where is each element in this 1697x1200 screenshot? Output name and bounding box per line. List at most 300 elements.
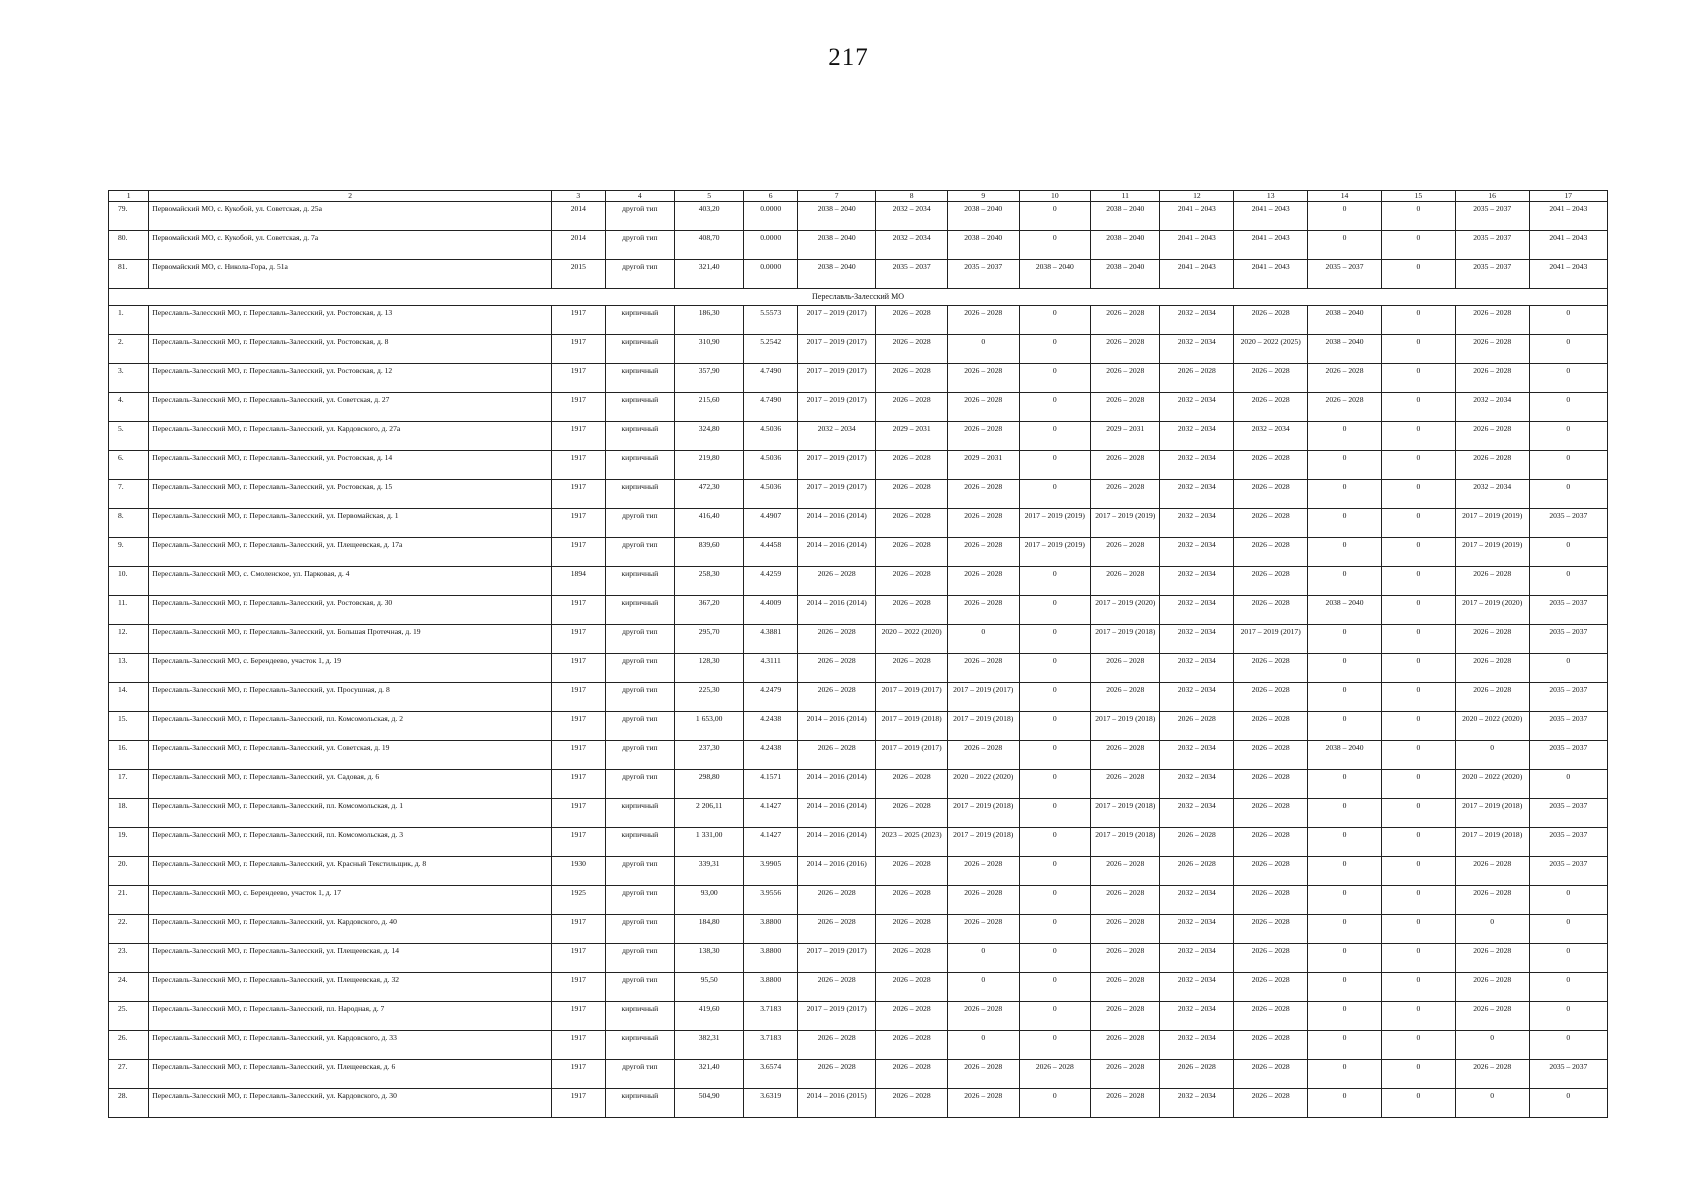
period-cell: 0 xyxy=(1019,915,1091,944)
period-cell: 0 xyxy=(1381,451,1455,480)
period-cell: 2026 – 2028 xyxy=(1308,393,1382,422)
period-cell: 2032 – 2034 xyxy=(1455,480,1529,509)
year-cell: 1917 xyxy=(551,364,605,393)
period-cell: 2032 – 2034 xyxy=(1160,799,1234,828)
period-cell: 0 xyxy=(1381,944,1455,973)
table-row xyxy=(109,306,1608,335)
period-cell: 2032 – 2034 xyxy=(1160,770,1234,799)
period-cell: 2017 – 2019 (2020) xyxy=(1091,596,1160,625)
area-cell: 1 331,00 xyxy=(675,828,744,857)
period-cell: 0 xyxy=(1019,1002,1091,1031)
table-row xyxy=(109,625,1608,654)
period-cell: 2032 – 2034 xyxy=(1234,422,1308,451)
period-cell: 2017 – 2019 (2019) xyxy=(1091,509,1160,538)
period-cell: 0 xyxy=(1381,306,1455,335)
address-cell: Переславль-Залесский МО, г. Переславль-Залесский, ул. Ростовская, д. 13 xyxy=(149,306,552,335)
period-cell: 2014 – 2016 (2014) xyxy=(798,509,876,538)
period-cell: 0 xyxy=(1381,509,1455,538)
period-cell: 2026 – 2028 xyxy=(1234,509,1308,538)
period-cell: 2041 – 2043 xyxy=(1234,260,1308,289)
period-cell: 2026 – 2028 xyxy=(876,538,948,567)
period-cell: 2017 – 2019 (2017) xyxy=(798,944,876,973)
period-cell: 2026 – 2028 xyxy=(947,422,1019,451)
period-cell: 2026 – 2028 xyxy=(1455,451,1529,480)
period-cell: 2026 – 2028 xyxy=(1234,393,1308,422)
row-number: 13. xyxy=(109,654,149,683)
period-cell: 0 xyxy=(1308,683,1382,712)
period-cell: 2026 – 2028 xyxy=(1234,596,1308,625)
index-cell: 4.3881 xyxy=(744,625,798,654)
period-cell: 2026 – 2028 xyxy=(876,799,948,828)
period-cell: 2038 – 2040 xyxy=(1308,335,1382,364)
period-cell: 2026 – 2028 xyxy=(1455,944,1529,973)
column-number-row xyxy=(109,191,1608,202)
period-cell: 2026 – 2028 xyxy=(798,625,876,654)
index-cell: 4.1427 xyxy=(744,799,798,828)
period-cell: 2026 – 2028 xyxy=(876,1060,948,1089)
period-cell: 2029 – 2031 xyxy=(876,422,948,451)
index-cell: 0.0000 xyxy=(744,202,798,231)
period-cell: 2026 – 2028 xyxy=(798,654,876,683)
area-cell: 367,20 xyxy=(675,596,744,625)
year-cell: 1917 xyxy=(551,741,605,770)
period-cell: 2026 – 2028 xyxy=(1234,973,1308,1002)
period-cell: 2032 – 2034 xyxy=(1160,973,1234,1002)
period-cell: 0 xyxy=(1529,886,1607,915)
period-cell: 2023 – 2025 (2023) xyxy=(876,828,948,857)
row-number: 16. xyxy=(109,741,149,770)
section-title: Переславль-Залесский МО xyxy=(109,289,1608,306)
index-cell: 3.9905 xyxy=(744,857,798,886)
year-cell: 1917 xyxy=(551,480,605,509)
period-cell: 2026 – 2028 xyxy=(1455,625,1529,654)
period-cell: 0 xyxy=(947,1031,1019,1060)
address-cell: Переславль-Залесский МО, г. Переславль-Залесский, ул. Плещеевская, д. 17а xyxy=(149,538,552,567)
row-number: 3. xyxy=(109,364,149,393)
period-cell: 0 xyxy=(1455,915,1529,944)
period-cell: 2017 – 2019 (2017) xyxy=(947,683,1019,712)
period-cell: 2035 – 2037 xyxy=(1455,231,1529,260)
period-cell: 2017 – 2019 (2018) xyxy=(1091,625,1160,654)
period-cell: 0 xyxy=(1529,364,1607,393)
year-cell: 1917 xyxy=(551,509,605,538)
column-number-cell: 4 xyxy=(605,191,674,202)
address-cell: Переславль-Залесский МО, г. Переславль-Залесский, ул. Красный Текстильщик, д. 8 xyxy=(149,857,552,886)
period-cell: 0 xyxy=(1019,654,1091,683)
period-cell: 2026 – 2028 xyxy=(1091,944,1160,973)
period-cell: 0 xyxy=(1381,335,1455,364)
period-cell: 0 xyxy=(1308,886,1382,915)
period-cell: 0 xyxy=(1308,654,1382,683)
period-cell: 2026 – 2028 xyxy=(1234,886,1308,915)
period-cell: 2026 – 2028 xyxy=(1234,567,1308,596)
period-cell: 0 xyxy=(1381,625,1455,654)
table-row xyxy=(109,364,1608,393)
area-cell: 408,70 xyxy=(675,231,744,260)
year-cell: 1917 xyxy=(551,596,605,625)
period-cell: 2026 – 2028 xyxy=(947,393,1019,422)
section-header-row xyxy=(109,289,1608,306)
year-cell: 1917 xyxy=(551,973,605,1002)
period-cell: 0 xyxy=(947,973,1019,1002)
year-cell: 1917 xyxy=(551,712,605,741)
period-cell: 2026 – 2028 xyxy=(1234,799,1308,828)
period-cell: 2032 – 2034 xyxy=(1160,480,1234,509)
column-number-cell: 2 xyxy=(149,191,552,202)
area-cell: 416,40 xyxy=(675,509,744,538)
index-cell: 0.0000 xyxy=(744,231,798,260)
address-cell: Первомайский МО, с. Кукобой, ул. Советская, д. 25а xyxy=(149,202,552,231)
period-cell: 2014 – 2016 (2014) xyxy=(798,799,876,828)
period-cell: 2041 – 2043 xyxy=(1234,202,1308,231)
column-number-cell: 7 xyxy=(798,191,876,202)
row-number: 1. xyxy=(109,306,149,335)
period-cell: 0 xyxy=(1381,596,1455,625)
index-cell: 4.2438 xyxy=(744,712,798,741)
row-number: 9. xyxy=(109,538,149,567)
period-cell: 2026 – 2028 xyxy=(1091,973,1160,1002)
period-cell: 0 xyxy=(1455,1031,1529,1060)
wall-type-cell: другой тип xyxy=(605,654,674,683)
period-cell: 0 xyxy=(1019,335,1091,364)
period-cell: 2026 – 2028 xyxy=(1234,654,1308,683)
area-cell: 321,40 xyxy=(675,1060,744,1089)
period-cell: 0 xyxy=(1019,799,1091,828)
row-number: 4. xyxy=(109,393,149,422)
wall-type-cell: кирпичный xyxy=(605,480,674,509)
period-cell: 2026 – 2028 xyxy=(1455,1060,1529,1089)
index-cell: 3.6574 xyxy=(744,1060,798,1089)
period-cell: 0 xyxy=(1381,393,1455,422)
period-cell: 0 xyxy=(1019,202,1091,231)
table-row xyxy=(109,915,1608,944)
year-cell: 1917 xyxy=(551,1060,605,1089)
table-row xyxy=(109,1031,1608,1060)
period-cell: 2035 – 2037 xyxy=(1308,260,1382,289)
period-cell: 0 xyxy=(1308,712,1382,741)
index-cell: 4.2438 xyxy=(744,741,798,770)
period-cell: 2026 – 2028 xyxy=(1091,857,1160,886)
row-number: 15. xyxy=(109,712,149,741)
area-cell: 839,60 xyxy=(675,538,744,567)
column-number-cell: 13 xyxy=(1234,191,1308,202)
index-cell: 3.9556 xyxy=(744,886,798,915)
period-cell: 2026 – 2028 xyxy=(1019,1060,1091,1089)
table-row xyxy=(109,1002,1608,1031)
period-cell: 0 xyxy=(1308,973,1382,1002)
period-cell: 2026 – 2028 xyxy=(876,1002,948,1031)
period-cell: 2026 – 2028 xyxy=(1234,364,1308,393)
area-cell: 382,31 xyxy=(675,1031,744,1060)
period-cell: 2032 – 2034 xyxy=(1160,335,1234,364)
period-cell: 0 xyxy=(1019,886,1091,915)
period-cell: 2026 – 2028 xyxy=(1234,538,1308,567)
period-cell: 2032 – 2034 xyxy=(1160,422,1234,451)
year-cell: 1917 xyxy=(551,828,605,857)
table-row xyxy=(109,770,1608,799)
column-number-cell: 3 xyxy=(551,191,605,202)
wall-type-cell: кирпичный xyxy=(605,799,674,828)
table-row xyxy=(109,654,1608,683)
period-cell: 0 xyxy=(1019,1089,1091,1118)
area-cell: 2 206,11 xyxy=(675,799,744,828)
period-cell: 2026 – 2028 xyxy=(1455,422,1529,451)
period-cell: 0 xyxy=(1019,857,1091,886)
period-cell: 0 xyxy=(1381,567,1455,596)
row-number: 25. xyxy=(109,1002,149,1031)
index-cell: 5.5573 xyxy=(744,306,798,335)
table-row xyxy=(109,857,1608,886)
period-cell: 2041 – 2043 xyxy=(1529,260,1607,289)
wall-type-cell: другой тип xyxy=(605,857,674,886)
period-cell: 2032 – 2034 xyxy=(1160,1031,1234,1060)
period-cell: 0 xyxy=(1529,915,1607,944)
area-cell: 186,30 xyxy=(675,306,744,335)
period-cell: 0 xyxy=(1529,1089,1607,1118)
wall-type-cell: другой тип xyxy=(605,741,674,770)
address-cell: Переславль-Залесский МО, г. Переславль-Залесский, ул. Первомайская, д. 1 xyxy=(149,509,552,538)
period-cell: 2038 – 2040 xyxy=(798,231,876,260)
area-cell: 237,30 xyxy=(675,741,744,770)
period-cell: 2026 – 2028 xyxy=(876,973,948,1002)
period-cell: 2035 – 2037 xyxy=(876,260,948,289)
period-cell: 0 xyxy=(1529,770,1607,799)
period-cell: 0 xyxy=(1308,857,1382,886)
period-cell: 0 xyxy=(1529,306,1607,335)
period-cell: 0 xyxy=(1529,480,1607,509)
period-cell: 2017 – 2019 (2018) xyxy=(1091,799,1160,828)
year-cell: 1917 xyxy=(551,915,605,944)
period-cell: 2017 – 2019 (2017) xyxy=(876,741,948,770)
period-cell: 2017 – 2019 (2018) xyxy=(1091,712,1160,741)
row-number: 2. xyxy=(109,335,149,364)
row-number: 26. xyxy=(109,1031,149,1060)
period-cell: 2032 – 2034 xyxy=(1160,683,1234,712)
area-cell: 339,31 xyxy=(675,857,744,886)
area-cell: 225,30 xyxy=(675,683,744,712)
period-cell: 0 xyxy=(1308,1089,1382,1118)
year-cell: 1917 xyxy=(551,625,605,654)
period-cell: 2026 – 2028 xyxy=(1455,654,1529,683)
period-cell: 2026 – 2028 xyxy=(1455,306,1529,335)
area-cell: 184,80 xyxy=(675,915,744,944)
period-cell: 2026 – 2028 xyxy=(947,741,1019,770)
period-cell: 0 xyxy=(1019,393,1091,422)
table-row xyxy=(109,596,1608,625)
period-cell: 2032 – 2034 xyxy=(798,422,876,451)
table-row xyxy=(109,202,1608,231)
period-cell: 2032 – 2034 xyxy=(1160,596,1234,625)
area-cell: 1 653,00 xyxy=(675,712,744,741)
period-cell: 2038 – 2040 xyxy=(1091,202,1160,231)
address-cell: Переславль-Залесский МО, г. Переславль-Залесский, ул. Кардовского, д. 30 xyxy=(149,1089,552,1118)
period-cell: 2026 – 2028 xyxy=(947,1002,1019,1031)
period-cell: 2026 – 2028 xyxy=(876,567,948,596)
period-cell: 0 xyxy=(1308,567,1382,596)
row-number: 8. xyxy=(109,509,149,538)
wall-type-cell: кирпичный xyxy=(605,422,674,451)
address-cell: Переславль-Залесский МО, г. Переславль-Залесский, пл. Комсомольская, д. 1 xyxy=(149,799,552,828)
wall-type-cell: кирпичный xyxy=(605,828,674,857)
period-cell: 0 xyxy=(1381,857,1455,886)
period-cell: 2026 – 2028 xyxy=(1091,741,1160,770)
period-cell: 2038 – 2040 xyxy=(1091,231,1160,260)
period-cell: 2026 – 2028 xyxy=(1091,886,1160,915)
area-cell: 324,80 xyxy=(675,422,744,451)
period-cell: 2017 – 2019 (2017) xyxy=(1234,625,1308,654)
period-cell: 2035 – 2037 xyxy=(947,260,1019,289)
wall-type-cell: кирпичный xyxy=(605,306,674,335)
column-number-cell: 12 xyxy=(1160,191,1234,202)
area-cell: 504,90 xyxy=(675,1089,744,1118)
period-cell: 2026 – 2028 xyxy=(1091,770,1160,799)
wall-type-cell: другой тип xyxy=(605,538,674,567)
period-cell: 2041 – 2043 xyxy=(1529,231,1607,260)
row-number: 18. xyxy=(109,799,149,828)
period-cell: 0 xyxy=(1308,828,1382,857)
wall-type-cell: другой тип xyxy=(605,509,674,538)
period-cell: 2026 – 2028 xyxy=(1091,451,1160,480)
wall-type-cell: другой тип xyxy=(605,231,674,260)
period-cell: 2026 – 2028 xyxy=(876,335,948,364)
period-cell: 2026 – 2028 xyxy=(947,886,1019,915)
period-cell: 0 xyxy=(1381,480,1455,509)
period-cell: 0 xyxy=(1381,231,1455,260)
period-cell: 2017 – 2019 (2017) xyxy=(798,480,876,509)
period-cell: 2026 – 2028 xyxy=(1234,451,1308,480)
year-cell: 1917 xyxy=(551,683,605,712)
period-cell: 2026 – 2028 xyxy=(798,683,876,712)
period-cell: 2026 – 2028 xyxy=(1091,915,1160,944)
row-number: 24. xyxy=(109,973,149,1002)
period-cell: 2026 – 2028 xyxy=(1160,364,1234,393)
row-number: 5. xyxy=(109,422,149,451)
period-cell: 2035 – 2037 xyxy=(1529,1060,1607,1089)
address-cell: Переславль-Залесский МО, г. Переславль-Залесский, ул. Ростовская, д. 15 xyxy=(149,480,552,509)
index-cell: 4.4009 xyxy=(744,596,798,625)
year-cell: 1917 xyxy=(551,422,605,451)
row-number: 6. xyxy=(109,451,149,480)
period-cell: 0 xyxy=(1019,364,1091,393)
period-cell: 2026 – 2028 xyxy=(1455,1002,1529,1031)
address-cell: Переславль-Залесский МО, г. Переславль-Залесский, ул. Советская, д. 19 xyxy=(149,741,552,770)
wall-type-cell: кирпичный xyxy=(605,451,674,480)
area-cell: 93,00 xyxy=(675,886,744,915)
wall-type-cell: кирпичный xyxy=(605,1089,674,1118)
period-cell: 2026 – 2028 xyxy=(876,596,948,625)
period-cell: 2026 – 2028 xyxy=(1234,480,1308,509)
index-cell: 3.8800 xyxy=(744,915,798,944)
area-cell: 472,30 xyxy=(675,480,744,509)
period-cell: 2026 – 2028 xyxy=(798,567,876,596)
wall-type-cell: другой тип xyxy=(605,973,674,1002)
address-cell: Переславль-Залесский МО, г. Переславль-Залесский, ул. Садовая, д. 6 xyxy=(149,770,552,799)
table-row xyxy=(109,828,1608,857)
period-cell: 0 xyxy=(1529,422,1607,451)
index-cell: 3.7183 xyxy=(744,1031,798,1060)
period-cell: 2026 – 2028 xyxy=(1091,1060,1160,1089)
wall-type-cell: другой тип xyxy=(605,625,674,654)
period-cell: 2020 – 2022 (2020) xyxy=(876,625,948,654)
period-cell: 0 xyxy=(1019,231,1091,260)
period-cell: 2017 – 2019 (2017) xyxy=(798,364,876,393)
index-cell: 4.1427 xyxy=(744,828,798,857)
period-cell: 2026 – 2028 xyxy=(1455,857,1529,886)
period-cell: 2026 – 2028 xyxy=(1091,393,1160,422)
period-cell: 2026 – 2028 xyxy=(1091,1089,1160,1118)
area-cell: 298,80 xyxy=(675,770,744,799)
column-number-cell: 16 xyxy=(1455,191,1529,202)
wall-type-cell: другой тип xyxy=(605,944,674,973)
period-cell: 2032 – 2034 xyxy=(1160,567,1234,596)
period-cell: 2035 – 2037 xyxy=(1529,828,1607,857)
period-cell: 2032 – 2034 xyxy=(1160,306,1234,335)
period-cell: 2035 – 2037 xyxy=(1529,625,1607,654)
area-cell: 310,90 xyxy=(675,335,744,364)
period-cell: 0 xyxy=(1381,1031,1455,1060)
period-cell: 0 xyxy=(1381,828,1455,857)
period-cell: 2038 – 2040 xyxy=(1308,596,1382,625)
period-cell: 0 xyxy=(1381,886,1455,915)
period-cell: 2032 – 2034 xyxy=(1160,1002,1234,1031)
address-cell: Переславль-Залесский МО, г. Переславль-Залесский, ул. Плещеевская, д. 32 xyxy=(149,973,552,1002)
table-row xyxy=(109,886,1608,915)
year-cell: 1917 xyxy=(551,1031,605,1060)
period-cell: 0 xyxy=(1308,944,1382,973)
address-cell: Переславль-Залесский МО, с. Смоленское, ул. Парковая, д. 4 xyxy=(149,567,552,596)
period-cell: 2035 – 2037 xyxy=(1529,683,1607,712)
period-cell: 2038 – 2040 xyxy=(947,231,1019,260)
period-cell: 2017 – 2019 (2019) xyxy=(1019,538,1091,567)
period-cell: 2026 – 2028 xyxy=(947,1060,1019,1089)
period-cell: 2017 – 2019 (2017) xyxy=(876,683,948,712)
period-cell: 0 xyxy=(1529,1031,1607,1060)
row-number: 22. xyxy=(109,915,149,944)
period-cell: 2026 – 2028 xyxy=(1234,857,1308,886)
index-cell: 4.5036 xyxy=(744,422,798,451)
area-cell: 219,80 xyxy=(675,451,744,480)
table-row xyxy=(109,944,1608,973)
period-cell: 0 xyxy=(1019,625,1091,654)
period-cell: 0 xyxy=(1381,202,1455,231)
row-number: 23. xyxy=(109,944,149,973)
period-cell: 2026 – 2028 xyxy=(798,886,876,915)
period-cell: 0 xyxy=(1308,770,1382,799)
area-cell: 419,60 xyxy=(675,1002,744,1031)
period-cell: 2026 – 2028 xyxy=(1455,886,1529,915)
period-cell: 2026 – 2028 xyxy=(947,915,1019,944)
period-cell: 0 xyxy=(1308,231,1382,260)
year-cell: 1925 xyxy=(551,886,605,915)
table-row xyxy=(109,1089,1608,1118)
period-cell: 2017 – 2019 (2017) xyxy=(798,335,876,364)
period-cell: 2026 – 2028 xyxy=(798,973,876,1002)
table-row xyxy=(109,335,1608,364)
period-cell: 0 xyxy=(947,335,1019,364)
period-cell: 0 xyxy=(1529,567,1607,596)
address-cell: Переславль-Залесский МО, г. Переславль-Залесский, ул. Ростовская, д. 30 xyxy=(149,596,552,625)
period-cell: 0 xyxy=(1381,260,1455,289)
period-cell: 2017 – 2019 (2018) xyxy=(947,799,1019,828)
period-cell: 2038 – 2040 xyxy=(1019,260,1091,289)
period-cell: 2026 – 2028 xyxy=(1234,770,1308,799)
period-cell: 2026 – 2028 xyxy=(947,538,1019,567)
address-cell: Переславль-Залесский МО, г. Переславль-Залесский, ул. Кардовского, д. 27а xyxy=(149,422,552,451)
wall-type-cell: другой тип xyxy=(605,202,674,231)
address-cell: Первомайский МО, с. Кукобой, ул. Советская, д. 7а xyxy=(149,231,552,260)
year-cell: 1894 xyxy=(551,567,605,596)
index-cell: 4.3111 xyxy=(744,654,798,683)
